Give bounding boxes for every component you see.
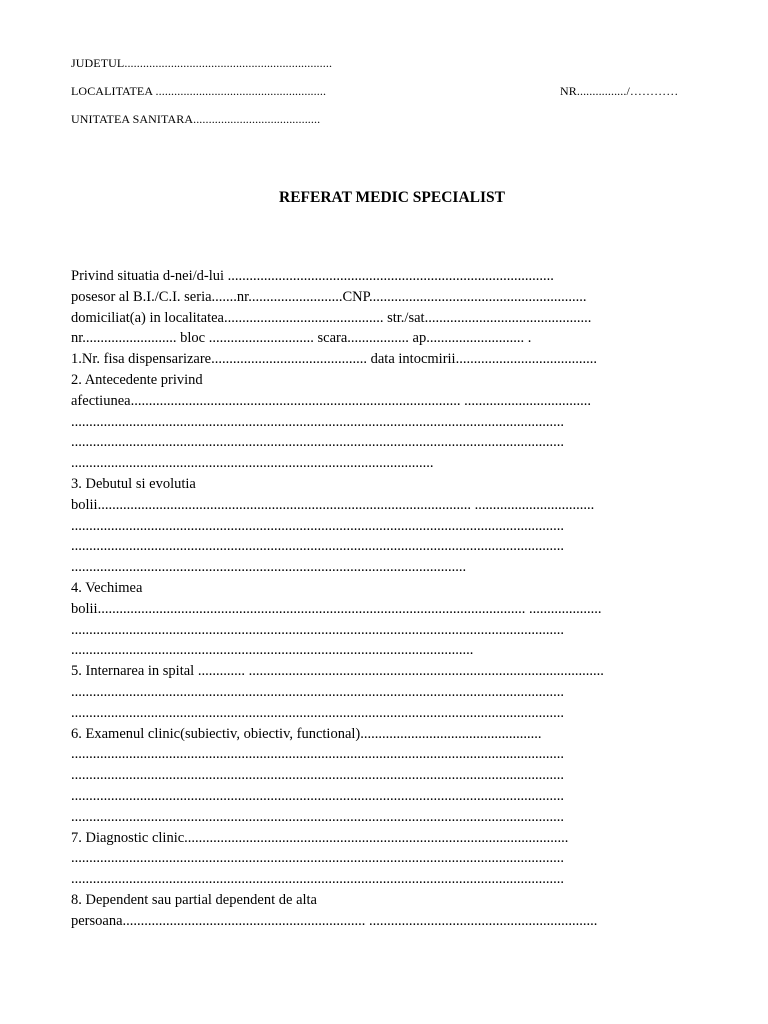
form-line: ........................................................................................................................................ <box>71 413 564 430</box>
form-line: bolii....................................................................................................... ................................. <box>71 496 595 513</box>
nr-field: NR................/………… <box>560 84 679 98</box>
form-line: .................................................................................................... <box>71 455 434 472</box>
form-line: 6. Examenul clinic(subiectiv, obiectiv, functional).................................................. <box>71 725 542 742</box>
unitatea-sanitara-field: UNITATEA SANITARA......................................... <box>71 112 321 126</box>
form-line: ........................................................................................................................................ <box>71 621 564 638</box>
form-line: ............................................................................................................. <box>71 559 467 576</box>
form-line: Privind situatia d-nei/d-lui .......................................................................................... <box>71 268 554 284</box>
form-line: 8. Dependent sau partial dependent de alta <box>71 891 317 908</box>
form-line: ........................................................................................................................................ <box>71 787 564 804</box>
form-line: posesor al B.I./C.I. seria.......nr..........................CNP............................................................ <box>71 288 587 305</box>
form-line: 5. Internarea in spital ............. .................................................................................................. <box>71 663 604 680</box>
form-line: ........................................................................................................................................ <box>71 767 564 784</box>
form-line: ........................................................................................................................................ <box>71 808 564 825</box>
form-line: 7. Diagnostic clinic.......................................................................................................... <box>71 829 569 846</box>
form-line: ........................................................................................................................................ <box>71 850 564 867</box>
form-line: ........................................................................................................................................ <box>71 871 564 888</box>
form-line: 4. Vechimea <box>71 579 143 596</box>
form-line: 3. Debutul si evolutia <box>71 475 196 492</box>
form-line: bolii...................................................................................................................... .................... <box>71 600 602 617</box>
form-line: ........................................................................................................................................ <box>71 517 564 534</box>
form-line: ........................................................................................................................................ <box>71 434 564 451</box>
judetul-field: JUDETUL................................................................... <box>71 56 333 70</box>
document-title: REFERAT MEDIC SPECIALIST <box>279 189 505 206</box>
form-line: ............................................................................................................... <box>71 642 474 659</box>
form-line: ........................................................................................................................................ <box>71 704 564 721</box>
form-line: ........................................................................................................................................ <box>71 538 564 555</box>
form-line: 2. Antecedente privind <box>71 371 203 388</box>
form-line: ........................................................................................................................................ <box>71 746 564 763</box>
form-line: persoana................................................................... ............................................................... <box>71 912 598 929</box>
form-body <box>71 266 713 932</box>
localitatea-field: LOCALITATEA ....................................................... <box>71 84 327 98</box>
form-line: afectiunea........................................................................................... ................................... <box>71 392 591 409</box>
form-line: nr.......................... bloc ............................. scara................. ap........................... . <box>71 330 532 347</box>
form-line: 1.Nr. fisa dispensarizare........................................... data intocmirii....................................... <box>71 351 597 368</box>
form-line: ........................................................................................................................................ <box>71 683 564 700</box>
form-line: domiciliat(a) in localitatea............................................ str./sat.............................................. <box>71 309 592 326</box>
